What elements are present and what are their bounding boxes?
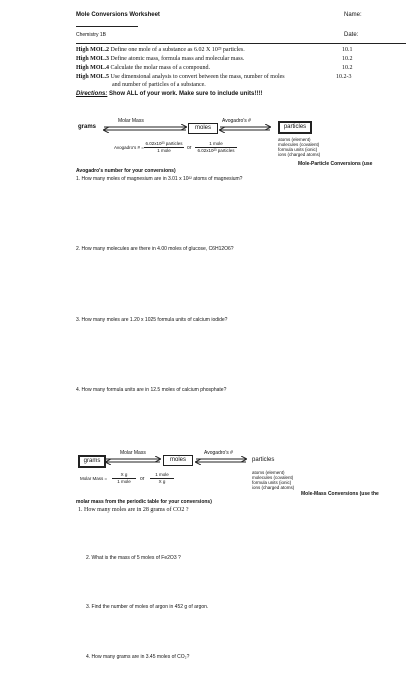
particle-type: molecules (covalent) bbox=[278, 142, 320, 147]
objective-ref: 10.2-3 bbox=[336, 74, 352, 80]
particle-types-list bbox=[278, 137, 320, 157]
or-label: or bbox=[187, 145, 192, 151]
section1-question: 4. How many formula units are in 12.5 moles of calcium phosphate? bbox=[76, 387, 227, 393]
section1-question: 3. How many moles are 1.20 x 1025 formula units of calcium iodide? bbox=[76, 317, 228, 323]
section2-question: 4. How many grams are in 3.45 moles of CO₂? bbox=[86, 654, 190, 660]
particle-type: atoms (element) bbox=[252, 470, 285, 475]
molar-mass-label: Molar Mass bbox=[120, 450, 146, 456]
section2-title: Mole-Mass Conversions (use the bbox=[301, 491, 379, 497]
diagram1-arrows bbox=[104, 127, 270, 130]
particles-node: particles bbox=[278, 121, 312, 134]
particle-type: atoms (element) bbox=[278, 137, 311, 142]
section1-question: 1. How many moles of magnesium are in 3.01 x 10²² atoms of magnesium? bbox=[76, 176, 243, 182]
molar-mass-label: Molar Mass bbox=[118, 118, 144, 124]
moles-node: moles bbox=[188, 123, 218, 134]
particle-type: ions (charged atoms) bbox=[252, 485, 295, 490]
particle-types-list bbox=[252, 470, 294, 490]
avogadro-fraction-2: 1 mole 6.02x10²³ particles bbox=[195, 141, 237, 154]
avogadro-label: Avogadro's # bbox=[204, 450, 233, 456]
objective-item: High MOL.5 Use dimensional analysis to convert between the mass, number of moles bbox=[76, 74, 285, 80]
grams-node: grams bbox=[78, 124, 97, 130]
or-label: or bbox=[140, 476, 145, 482]
section2-question: 3. Find the number of moles of argon in 452 g of argon. bbox=[86, 604, 209, 610]
avogadro-equation-label: Avogadro's # = bbox=[114, 145, 144, 150]
objective-item: High MOL.3 Define atomic mass, formula mass and molecular mass. bbox=[76, 56, 245, 62]
objective-ref: 10.2 bbox=[342, 65, 353, 71]
objective-item: High MOL.2 Define one mole of a substance as 6.02 X 10²³ particles. bbox=[76, 47, 245, 53]
molar-mass-fraction-2: 1 mole X g bbox=[150, 472, 174, 485]
particles-node: particles bbox=[252, 457, 275, 463]
section1-title-cont: Avogadro's number for your conversions) bbox=[76, 168, 176, 174]
section1-question: 2. How many molecules are there in 4.00 moles of glucose, C6H12O6? bbox=[76, 246, 234, 252]
course-label: Chemistry 1B bbox=[76, 32, 107, 38]
objective-item: High MOL.4 Calculate the molar mass of a compound. bbox=[76, 65, 210, 71]
section2-title-cont: molar mass from the periodic table for your conversions) bbox=[76, 499, 212, 505]
name-label: Name: bbox=[344, 12, 362, 18]
section2-question: 2. What is the mass of 5 moles of Fe2O3 ? bbox=[86, 555, 181, 561]
particle-type: ions (charged atoms) bbox=[278, 152, 321, 157]
objective-ref: 10.2 bbox=[342, 56, 353, 62]
moles-node: moles bbox=[163, 455, 193, 466]
grams-node: grams bbox=[78, 455, 106, 468]
objective-ref: 10.1 bbox=[342, 47, 353, 53]
section1-title: Mole-Particle Conversions (use bbox=[298, 161, 373, 167]
particle-type: molecules (covalent) bbox=[252, 475, 294, 480]
objective-item-cont: and number of particles of a substance. bbox=[112, 82, 206, 88]
avogadro-label: Avogadro's # bbox=[222, 118, 251, 124]
particle-type: formula units (ionic) bbox=[278, 147, 318, 152]
particle-type: formula units (ionic) bbox=[252, 480, 292, 485]
worksheet-title: Mole Conversions Worksheet bbox=[76, 12, 160, 18]
avogadro-fraction-1: 6.02x10²³ particles 1 mole bbox=[145, 141, 183, 153]
section2-question: 1. How many moles are in 28 grams of CO2 ? bbox=[78, 507, 189, 513]
directions: Directions: Show ALL of your work. Make sure to include units!!!! bbox=[76, 91, 263, 97]
molar-mass-equation-label: Molar Mass = bbox=[80, 476, 108, 481]
molar-mass-fraction-1: X g 1 mole bbox=[112, 472, 136, 485]
date-label: Date: bbox=[344, 32, 359, 38]
